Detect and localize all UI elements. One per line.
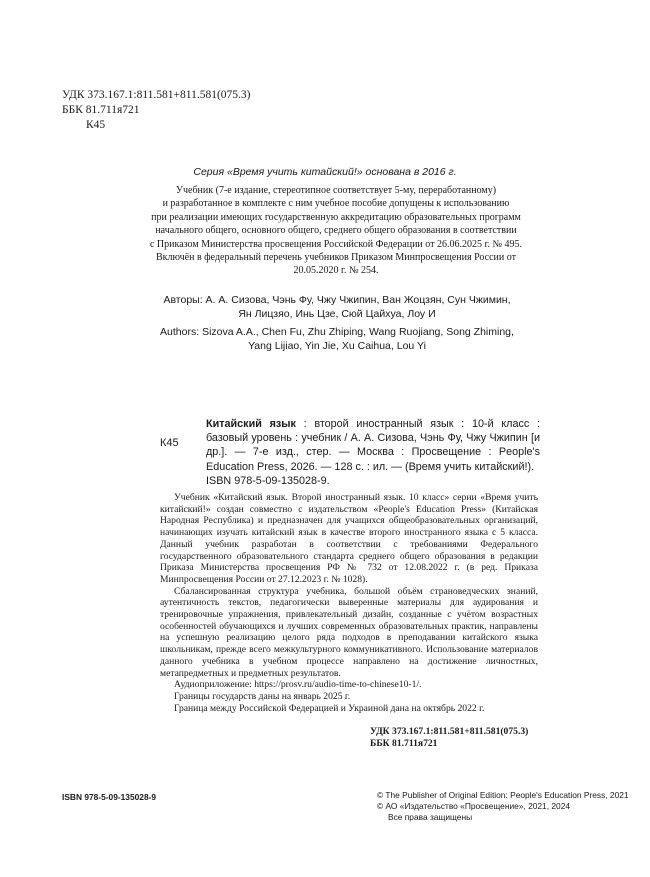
approval-line: и разработанное в комплекте с ним учебное пособие допущены к использованию	[162, 198, 510, 210]
approval-line: при реализации имеющих государственную аккредитацию образовательных программ	[151, 211, 521, 223]
approval-line: начального общего, основного общего, среднего общего образования в соответствии	[155, 225, 517, 237]
author-sign: К45	[86, 119, 106, 131]
authors-line: Authors: Sizova A.A., Chen Fu, Zhu Zhiping, Wang Ruojiang, Song Zhiming,	[160, 326, 514, 338]
book-title: Китайский язык	[206, 418, 296, 430]
rights-reserved: Все права защищены	[388, 812, 473, 823]
annotation	[160, 492, 538, 714]
authors-english	[112, 325, 562, 353]
authors-russian	[112, 293, 562, 321]
series-note: Серия «Время учить китайский!» основана в 2016 г.	[193, 166, 457, 178]
copyright-line: © АО «Издательство «Просвещение», 2021, 2024	[377, 801, 571, 812]
audio-link: Аудиоприложение: https://prosv.ru/audio-time-to-chinese10-1/.	[174, 679, 422, 691]
authors-line: Ян Лицзяо, Инь Цзе, Сюй Цайхуа, Лоу И	[238, 308, 436, 321]
annotation-paragraph: Сбалансированная структура учебника, большой объём страноведческих знаний, аутентичность текстов, педагогически выверенные материалы для аудирования и тренировочные упражнения, привлекательный дизайн, созданные с учётом возрастных особенностей обучающихся и лучших современных образовательных практик, направлены на успешную реализацию целого ряда подходов в преподавании китайского языка школьникам, прежде всего межкультурного коммуникативного. Использование материалов данного учебника в учебном процессе направлено на достижение личностных, метапредметных и предметных результатов.	[160, 585, 538, 679]
approval-line: Учебник (7-е издание, стереотипное соответствует 5-му, переработанному)	[175, 185, 497, 196]
borders-note: Граница между Российской Федерацией и Украиной дана на октябрь 2022 г.	[174, 702, 485, 714]
book-description: : второй иностранный язык : 10-й класс : базовый уровень : учебник / А. А. Сизова, Чэнь Фу, Чжу Чжипин [и др.]. — 7-е изд., стер. — Москва : Просвещение : People's Education Press, 2026. — 128 с. : ил. — (Время учить китайский!).	[206, 418, 541, 473]
approval-line: 20.05.2020 г. № 254.	[293, 265, 379, 277]
copyright-line: © The Publisher of Original Edition: People's Education Press, 2021	[377, 790, 629, 800]
borders-note: Границы государств даны на январь 2025 г.	[174, 690, 351, 702]
udk-code: УДК 373.167.1:811.581+811.581(075.3)	[62, 89, 251, 101]
biblio-isbn: ISBN 978-5-09-135028-9.	[206, 474, 330, 487]
annotation-paragraph: Учебник «Китайский язык. Второй иностранный язык. 10 класс» серии «Время учить китайский!» создан совместно с издательством «People's Education Press» (Китайская Народная Республика) и предназначен для учащихся общеобразовательных организаций, начинающих изучать китайский язык в качестве второго иностранного языка с 5 класса. Данный учебник разработан в соответствии с требованиями Федерального государственного образовательного стандарта среднего общего образования в редакции Приказа Министерства просвещения РФ № 732 от 12.08.2022 г. (в ред. Приказа Минпросвещения России от 27.12.2023 г. № 1028).	[160, 492, 538, 585]
bbk-code: ББК 81.711я721	[62, 104, 140, 116]
authors-line: Yang Lijiao, Yin Jie, Xu Caihua, Lou Yi	[248, 340, 426, 353]
approval-line: с Приказом Министерства просвещения Российской Федерации от 26.06.2025 г. № 495.	[149, 238, 523, 250]
biblio-author-sign: К45	[160, 437, 179, 449]
udk-block-bottom	[370, 726, 528, 749]
udk-code: УДК 373.167.1:811.581+811.581(075.3)	[370, 726, 529, 737]
approval-statement	[130, 184, 542, 278]
approval-line: Включён в федеральный перечень учебников Приказом Минпросвещения России от	[156, 252, 516, 264]
bibliographic-record	[206, 417, 540, 488]
bbk-code: ББК 81.711я721	[370, 737, 438, 749]
isbn-bottom: ISBN 978-5-09-135028-9	[62, 792, 157, 802]
authors-line: Авторы: А. А. Сизова, Чэнь Фу, Чжу Чжипин, Ван Жоцзян, Сун Чжимин,	[163, 294, 511, 306]
udk-block-top	[62, 88, 250, 133]
copyright-block	[377, 790, 629, 824]
